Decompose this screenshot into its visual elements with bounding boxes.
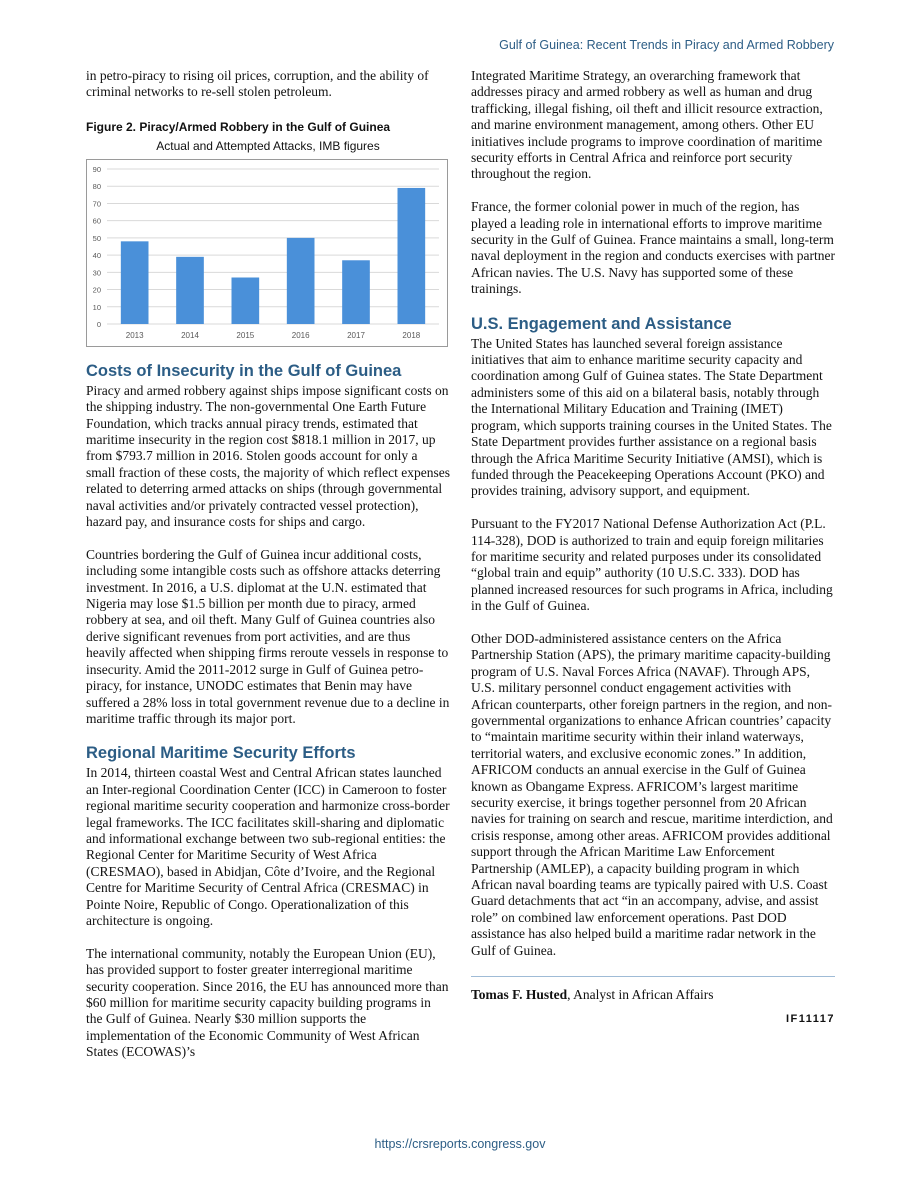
- bar-2013: [121, 241, 149, 324]
- france-paragraph: France, the former colonial power in much of the region, has played a leading role in international efforts to improve maritime security in the Gulf of Guinea. France maintains a small, long-term naval deployment in the region and conducts exercises with partner African navies. The U.S. Navy has supported some of these trainings.: [471, 199, 836, 297]
- left-column: [86, 68, 450, 1061]
- y-tick-label: 30: [92, 268, 101, 278]
- x-tick-label: 2016: [291, 330, 310, 340]
- x-tick-label: 2017: [347, 330, 365, 340]
- costs-paragraph-2: Countries bordering the Gulf of Guinea incur additional costs, including some intangible costs such as offshore attacks deterring investment. In 2016, a U.S. diplomat at the U.N. estimated that Nigeria may lose $1.5 billion per month due to piracy, armed robbery at sea, and oil theft. Many Gulf of Guinea countries also derive significant revenues from port activities, and are thus heavily affected when shipping firms reroute vessels in response to insecurity. Amid the 2011-2012 surge in Gulf of Guinea petro-piracy, for instance, UNODC estimates that Benin may have suffered a 28% loss in total government revenue due to a decline in maritime traffic through its major port.: [86, 546, 450, 726]
- author-divider: [471, 976, 835, 977]
- bar-chart: [86, 159, 448, 347]
- bar-2014: [176, 257, 204, 324]
- us-heading: U.S. Engagement and Assistance: [471, 314, 732, 333]
- bar-2016: [287, 238, 315, 324]
- bar-2015: [232, 277, 260, 324]
- chart-canvas: [87, 160, 447, 346]
- costs-heading: Costs of Insecurity in the Gulf of Guinea: [86, 361, 402, 380]
- intro-paragraph: in petro-piracy to rising oil prices, corruption, and the ability of criminal networks to re-sell stolen petroleum.: [86, 68, 429, 100]
- regional-paragraph-2: The international community, notably the European Union (EU), has provided support to foster greater interregional maritime security cooperation. Since 2016, the EU has announced more than $60 million for maritime security capacity building programs in the Gulf of Guinea. Nearly $30 million supports the implementation of the Economic Community of West African States (ECOWAS)’s: [86, 945, 449, 1060]
- footer-link[interactable]: https://crsreports.congress.gov: [374, 1137, 546, 1151]
- document-id: IF11117: [785, 1013, 835, 1026]
- x-tick-label: 2013: [125, 330, 144, 340]
- bar-2017: [342, 260, 370, 324]
- x-tick-label: 2015: [236, 330, 255, 340]
- y-tick-label: 40: [92, 250, 101, 260]
- regional-paragraph-1: In 2014, thirteen coastal West and Central African states launched an Inter-regional Coordination Center (ICC) in Cameroon to foster regional maritime security cooperation and harmonize cross-border legal frameworks. The ICC facilitates skill-sharing and diplomatic and informational exchange between two sub-regional entities: the Regional Center for Maritime Security of West Africa (CRESMAO), based in Abidjan, Côte d’Ivoire, and the Regional Centre for Maritime Security of Central Africa (CRESMAC) in Pointe Noire, Republic of Congo. Operationalization of this architecture is ongoing.: [86, 765, 450, 928]
- x-tick-label: 2014: [181, 330, 199, 340]
- y-tick-label: 70: [92, 199, 101, 209]
- running-header: Gulf of Guinea: Recent Trends in Piracy and Armed Robbery: [499, 38, 834, 52]
- y-tick-label: 10: [92, 302, 101, 312]
- eu-paragraph: Integrated Maritime Strategy, an overarching framework that addresses piracy and armed robbery as well as human and drug trafficking, illegal fishing, oil theft and illicit resource extraction, and marine environment management, among others. Other EU initiatives include programs to improve coordination of maritime security efforts in Central Africa and reinforce port security throughout the region.: [471, 68, 823, 182]
- us-paragraph-2: Pursuant to the FY2017 National Defense Authorization Act (P.L. 114-328), DOD is authorized to train and equip foreign militaries for maritime security and related purposes under its consolidated “global train and equip” authority (10 U.S.C. 333). DOD has planned increased resources for such programs in Africa, including in the Gulf of Guinea.: [471, 516, 833, 614]
- y-tick-label: 90: [92, 164, 101, 174]
- author-line: [471, 987, 835, 1003]
- us-paragraph-1: The United States has launched several foreign assistance initiatives that aim to enhance maritime security capacity and coordination among Gulf of Guinea states. The State Department administers some of this aid on a bilateral basis, notably through the International Military Education and Training (IMET) program, which supports training courses in the United States. The State Department provides further assistance on a regional basis through the Africa Maritime Security Initiative (AMSI), which is funded through the Peacekeeping Operations Account (PKO) and provides training, advisory support, and equipment.: [471, 335, 832, 499]
- figure-title: Figure 2. Piracy/Armed Robbery in the Gulf of Guinea: [86, 119, 391, 134]
- y-tick-label: 0: [96, 319, 101, 329]
- y-tick-label: 80: [92, 182, 101, 192]
- author-role: , Analyst in African Affairs: [567, 987, 714, 1003]
- figure-subtitle: Actual and Attempted Attacks, IMB figures: [156, 138, 380, 153]
- regional-heading: Regional Maritime Security Efforts: [86, 744, 356, 763]
- right-column: [471, 68, 835, 1025]
- author-name: Tomas F. Husted: [471, 987, 568, 1003]
- y-tick-label: 60: [92, 216, 101, 226]
- y-tick-label: 20: [92, 285, 101, 295]
- bar-2018: [398, 188, 426, 324]
- x-tick-label: 2018: [402, 330, 421, 340]
- y-tick-label: 50: [92, 233, 101, 243]
- us-paragraph-3: Other DOD-administered assistance centers on the Africa Partnership Station (APS), the primary maritime capacity-building program of U.S. Naval Forces Africa (NAVAF). Through APS, U.S. military personnel conduct engagement activities with African counterparts, other foreign partners in the region, and non-governmental organizations to enhance African countries’ capacity to “maintain maritime security within their inland waterways, territorial waters, and exclusive economic zones.” In addition, AFRICOM conducts an annual exercise in the Gulf of Guinea known as Obangame Express. AFRICOM’s largest maritime security exercise, it brings together personnel from 20 African navies for training on search and rescue, maritime interdiction, and crisis response, among other areas. AFRICOM provides additional support through the African Maritime Law Enforcement Partnership (AMLEP), a capacity building program in which African naval boarding teams are typically paired with U.S. Coast Guard detachments that act “in an accompany, advise, and assist role” on combined law enforcement operations. Past DOD assistance has also helped build a maritime radar network in the Gulf of Guinea.: [471, 630, 833, 958]
- costs-paragraph-1: Piracy and armed robbery against ships impose significant costs on the shipping industry. The non-governmental One Earth Future Foundation, which tracks annual piracy trends, estimated that maritime insecurity in the region cost $818.1 million in 2017, up from $793.7 million in 2016. Stolen goods account for only a small fraction of these costs, the majority of which reflect expenses related to deterring armed attacks on ships (through governmental naval activities and/or privately contracted vessel protection), hazard pay, and insurance costs for ships and cargo.: [86, 382, 451, 530]
